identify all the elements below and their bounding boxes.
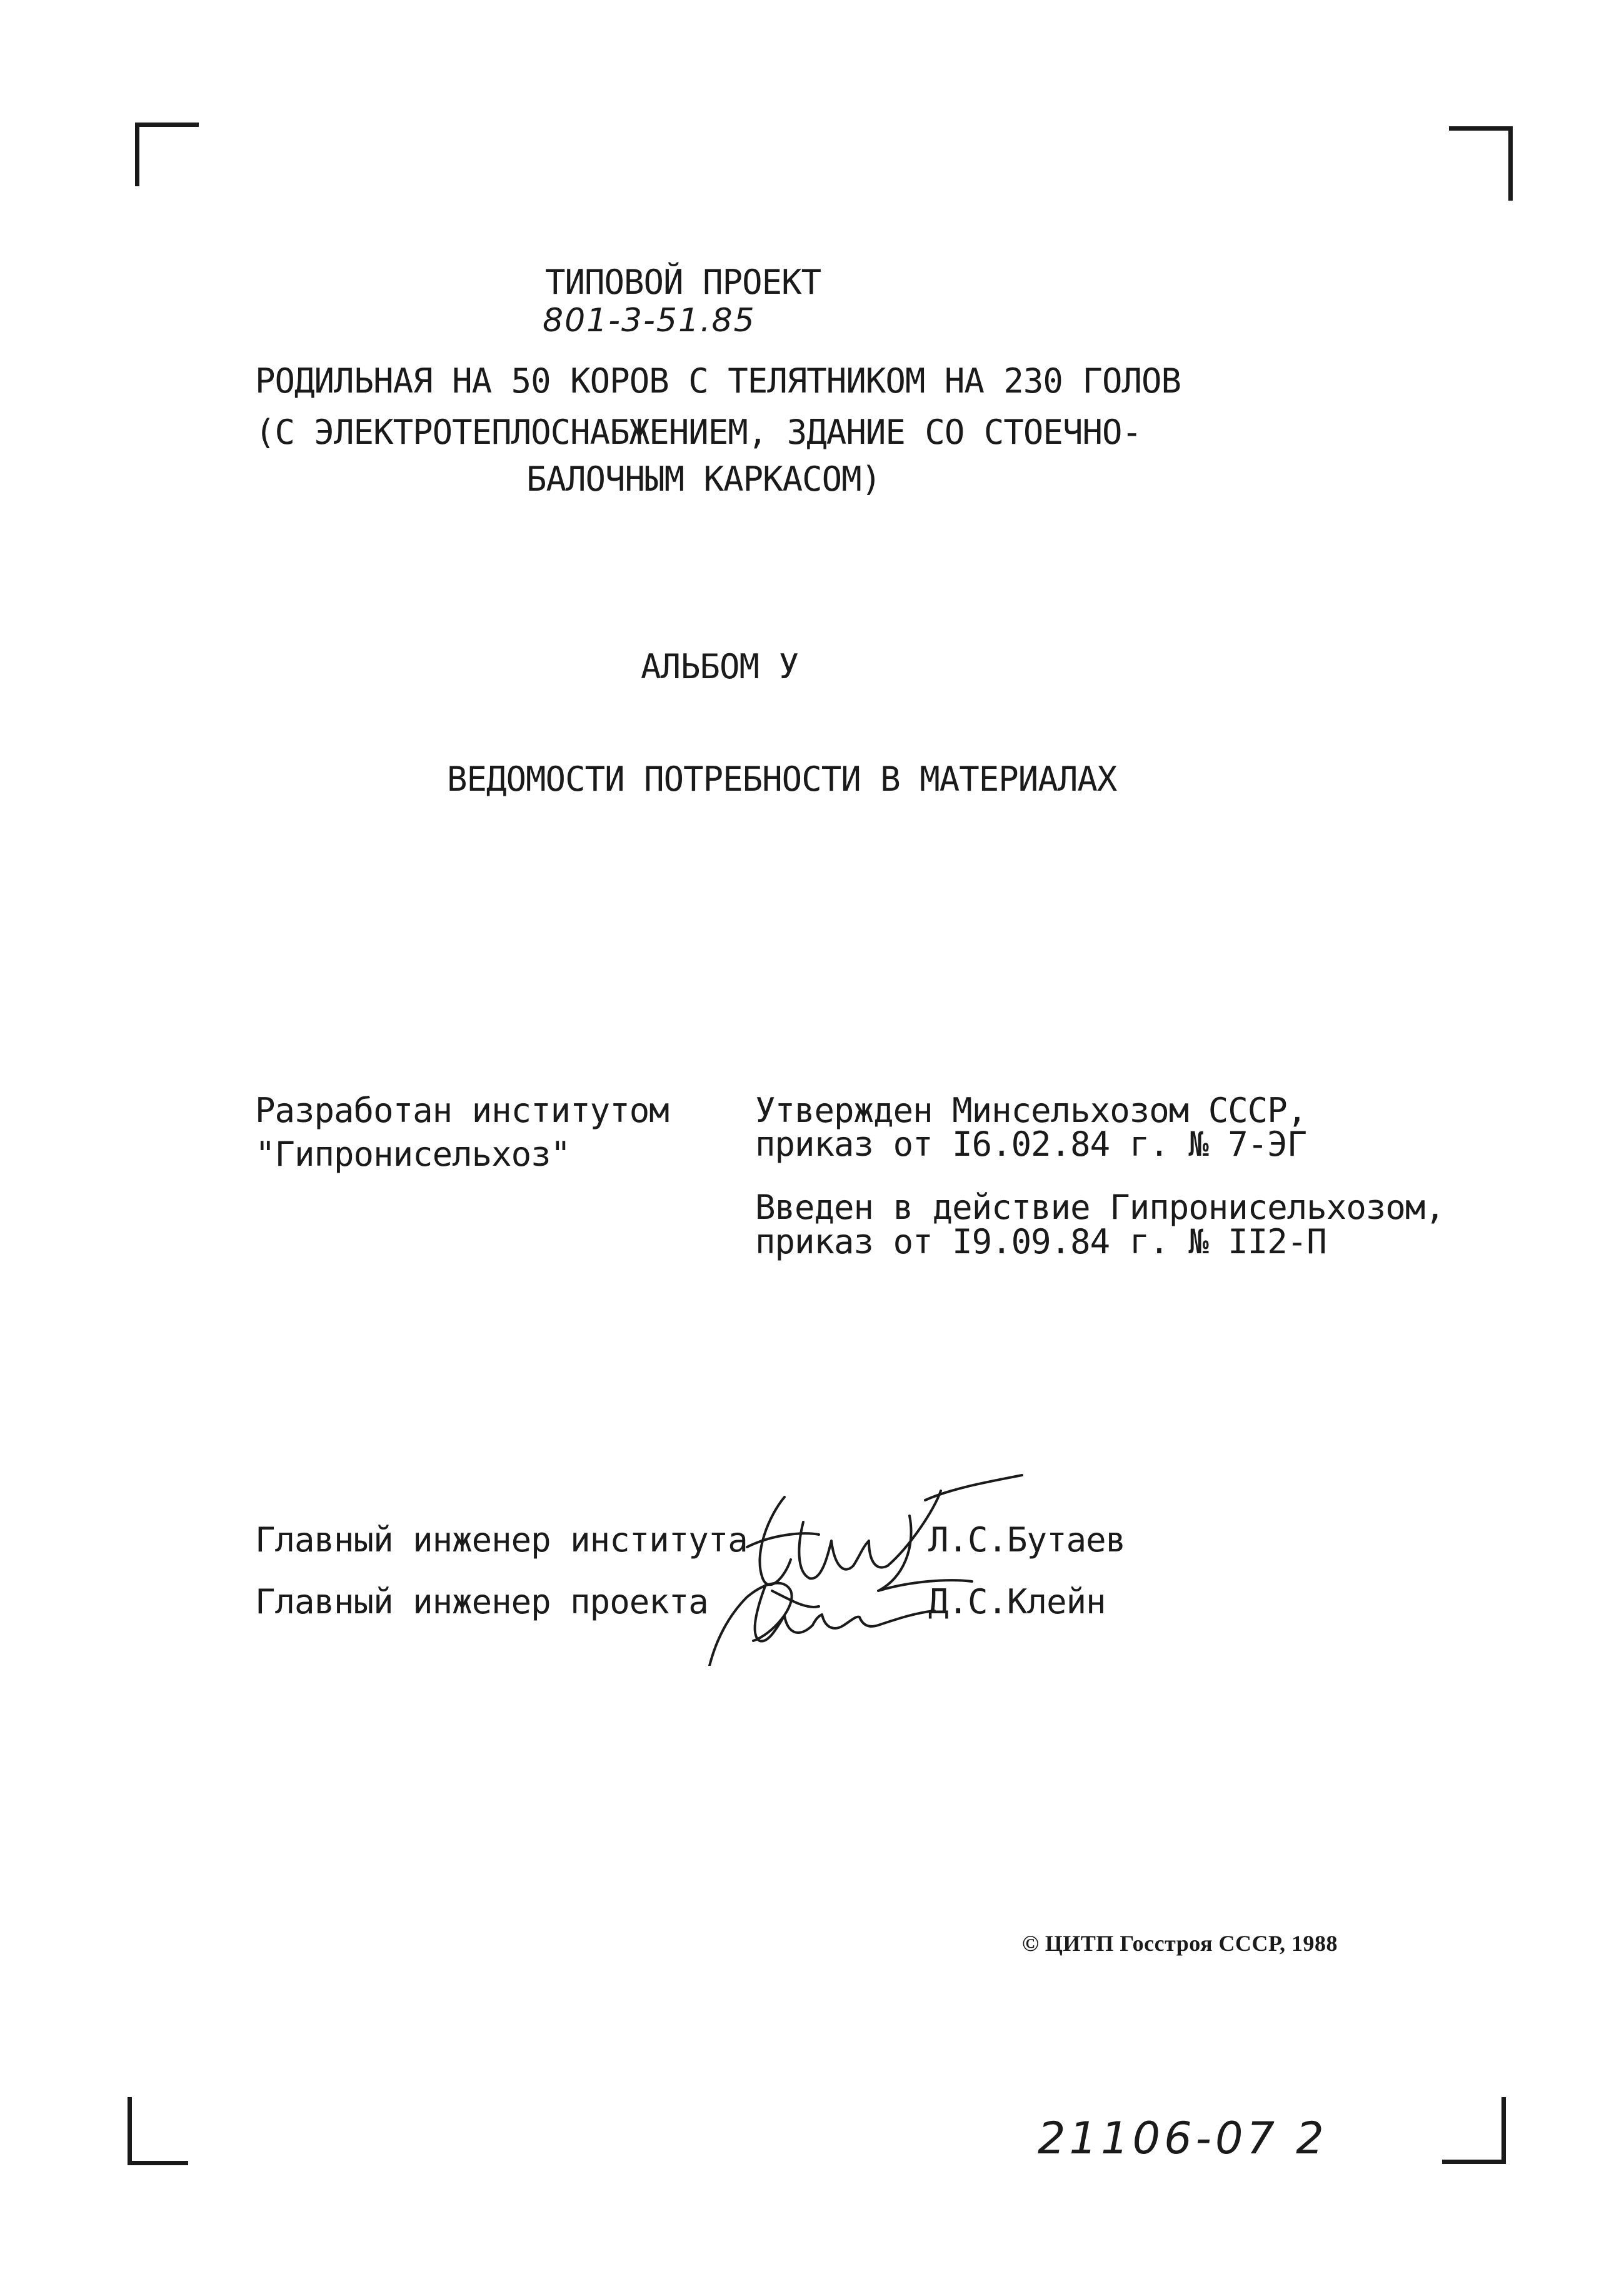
album-label: АЛЬБОМ У (641, 647, 799, 686)
project-number: 801-3-51.85 (543, 302, 756, 339)
chief-engineer-project-label: Главный инженер проекта (255, 1582, 708, 1621)
approval-line-1: Утвержден Минсельхозом СССР, (755, 1091, 1307, 1130)
copyright-text: © ЦИТП Госстроя СССР, 1988 (1022, 1931, 1338, 1956)
title-line-2: (С ЭЛЕКТРОТЕПЛОСНАБЖЕНИЕМ, ЗДАНИЕ СО СТОЕЧНО- (255, 413, 1141, 452)
signature-klein (697, 1566, 947, 1666)
album-subtitle: ВЕДОМОСТИ ПОТРЕБНОСТИ В МАТЕРИАЛАХ (447, 759, 1117, 799)
title-line-3: БАЛОЧНЫМ КАРКАСОМ) (526, 459, 881, 499)
crop-mark-bottom-left (128, 2097, 188, 2165)
chief-engineer-institute-label: Главный инженер института (255, 1520, 748, 1560)
archive-number: 21106-07 2 (1038, 2113, 1328, 2164)
crop-mark-top-right (1449, 126, 1513, 201)
approval-line-4: приказ от I9.09.84 г. № II2-П (755, 1222, 1326, 1261)
developer-line-1: Разработан институтом (255, 1091, 669, 1130)
project-type: ТИПОВОЙ ПРОЕКТ (545, 263, 821, 302)
chief-engineer-institute-name: Л.С.Бутаев (928, 1520, 1126, 1560)
approval-line-3: Введен в действие Гипронисельхозом, (755, 1188, 1445, 1227)
approval-line-2: приказ от I6.02.84 г. № 7-ЭГ (755, 1124, 1307, 1164)
developer-line-2: "Гипронисельхоз" (255, 1134, 571, 1174)
title-line-1: РОДИЛЬНАЯ НА 50 КОРОВ С ТЕЛЯТНИКОМ НА 230 ГОЛОВ (255, 361, 1181, 401)
crop-mark-top-left (135, 123, 199, 186)
chief-engineer-project-name: Д.С.Клейн (928, 1582, 1106, 1621)
crop-mark-bottom-right (1442, 2097, 1506, 2164)
